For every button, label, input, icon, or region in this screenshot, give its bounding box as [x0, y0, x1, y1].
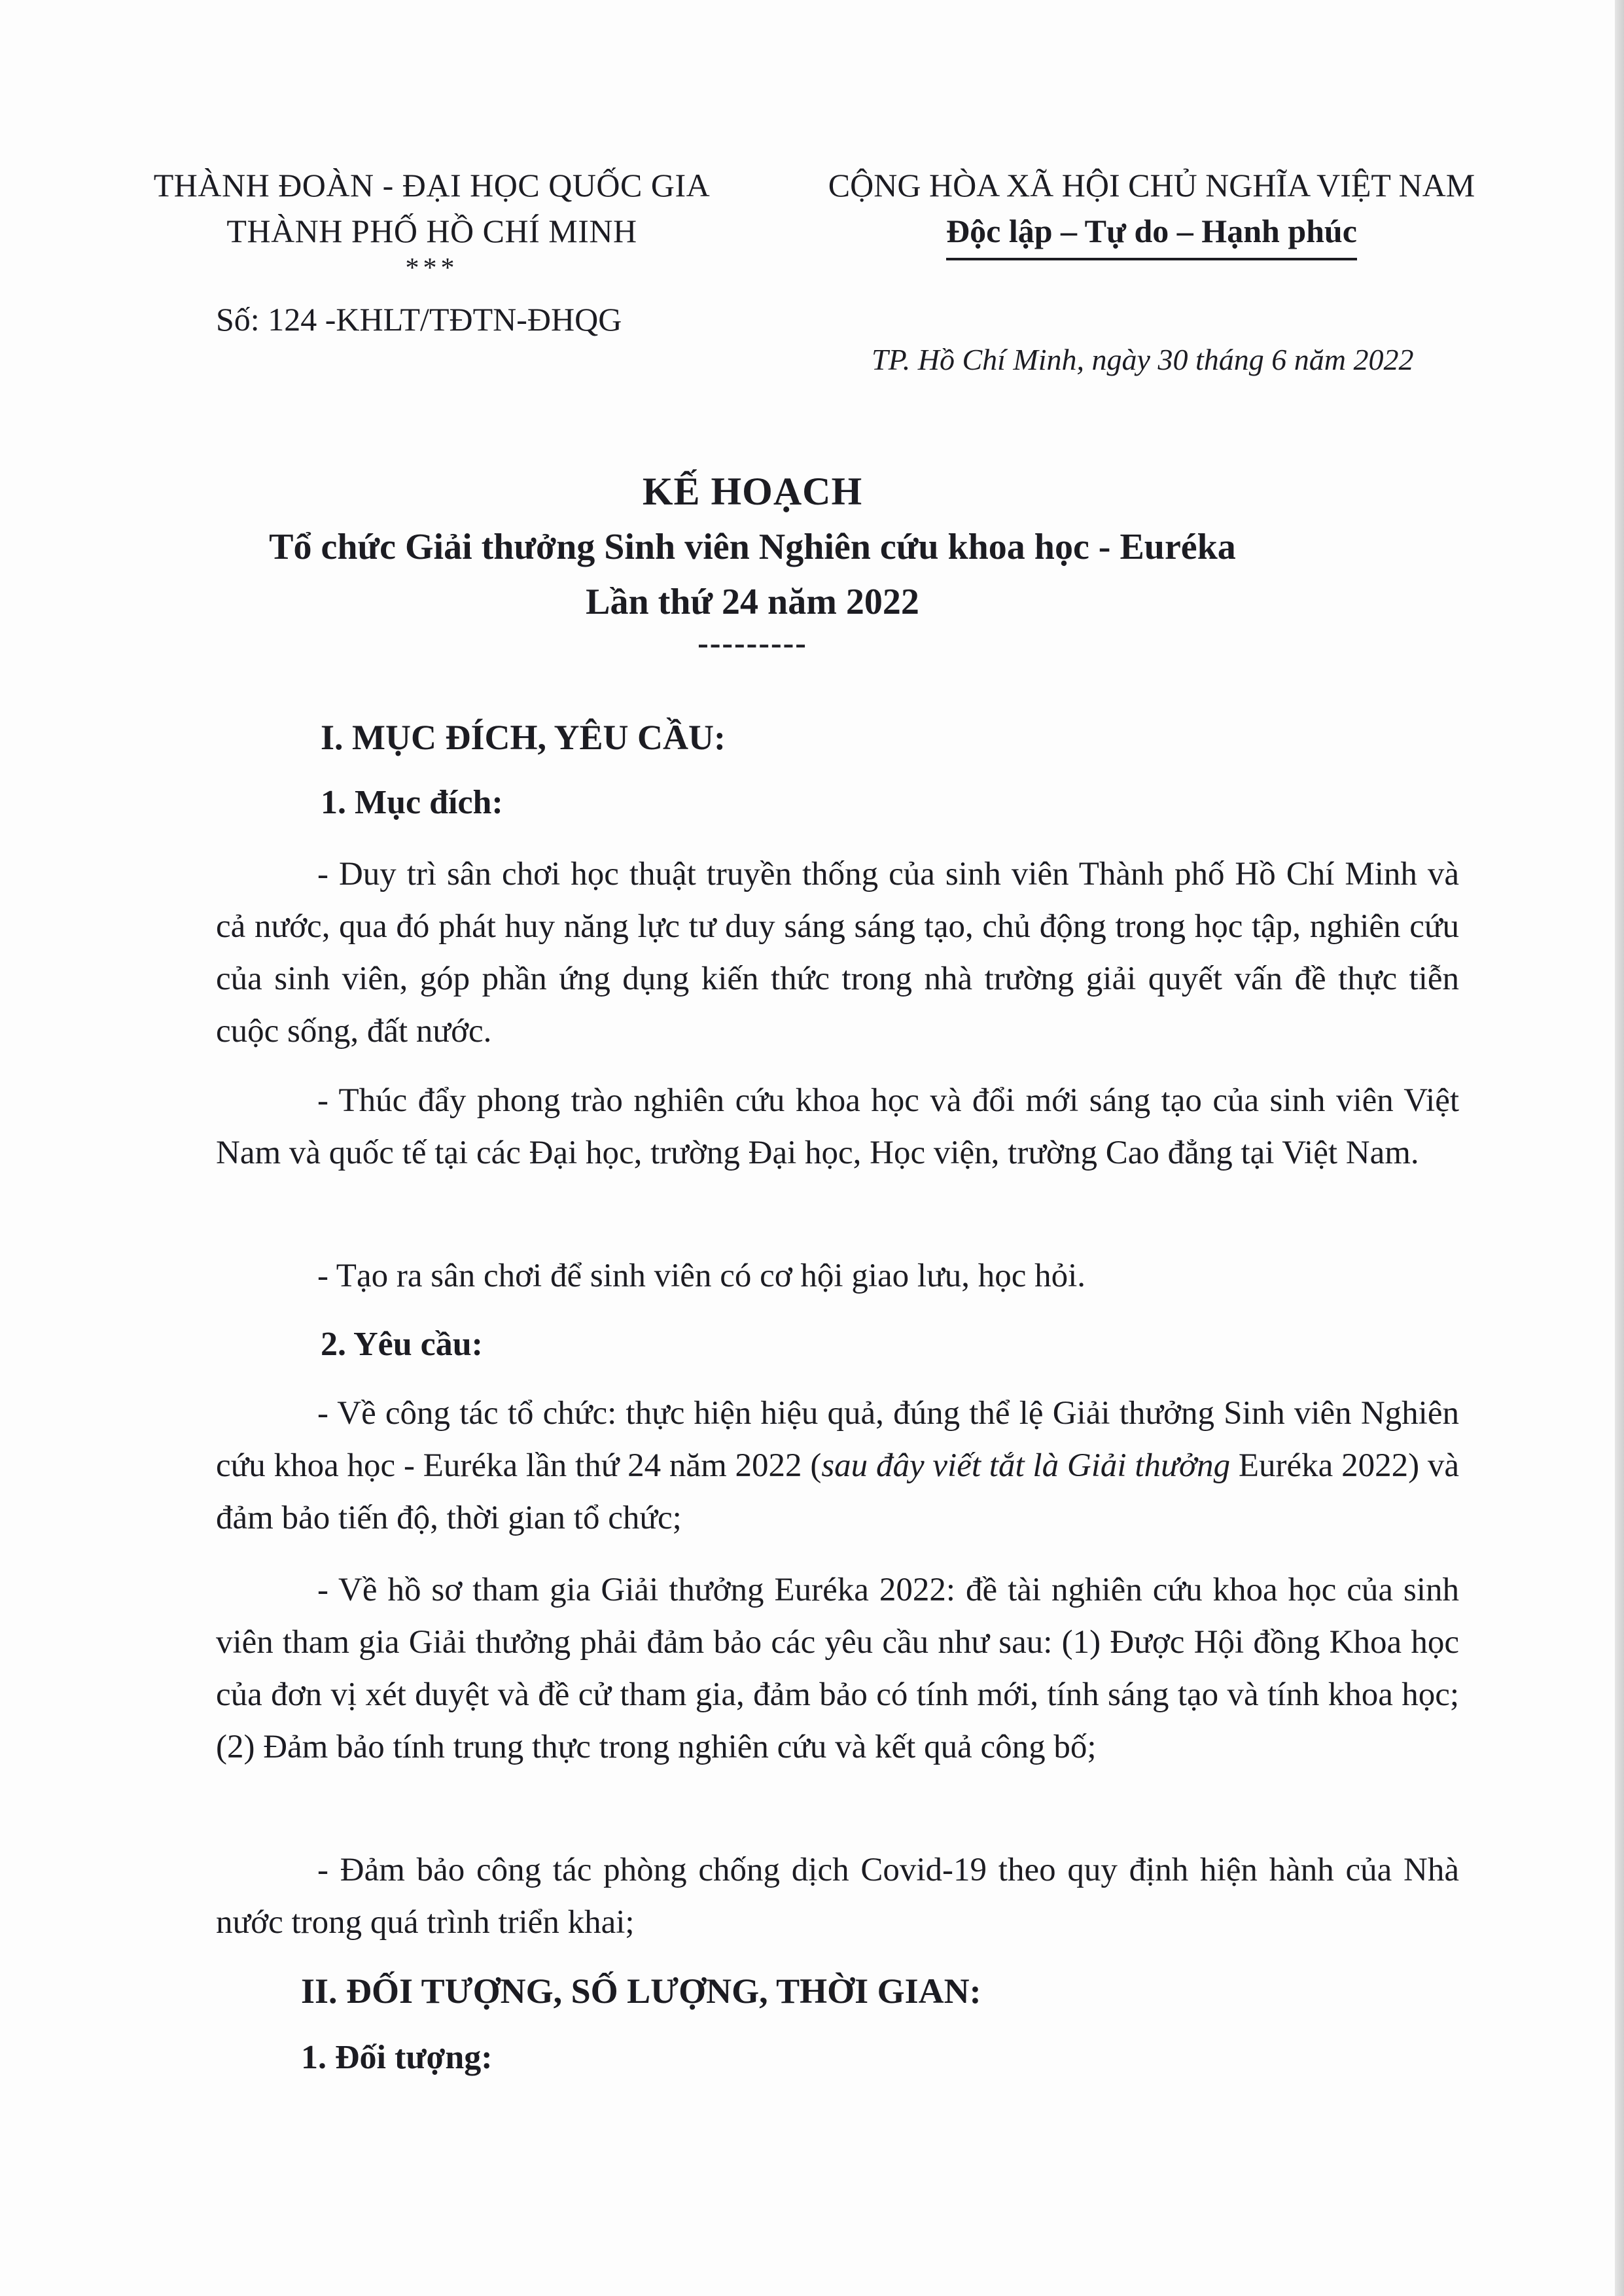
issuing-organization [118, 162, 746, 283]
document-title [196, 463, 1309, 661]
org-line-2: THÀNH PHỐ HỒ CHÍ MINH [226, 213, 637, 249]
title-line-1: Tổ chức Giải thưởng Sinh viên Nghiên cứu khoa học - Euréka [269, 527, 1236, 567]
paragraph-6: - Đảm bảo công tác phòng chống dịch Covid-19 theo quy định hiện hành của Nhà nước trong quá trình triển khai; [216, 1852, 1459, 1941]
paragraph-3: - Tạo ra sân chơi để sinh viên có cơ hội giao lưu, học hỏi. [317, 1258, 1086, 1294]
country-name: CỘNG HÒA XÃ HỘI CHỦ NGHĨA VIỆT NAM [828, 167, 1475, 203]
paragraph-2: - Thúc đẩy phong trào nghiên cứu khoa học và đổi mới sáng tạo của sinh viên Việt Nam và quốc tế tại các Đại học, trường Đại học, Học viện, trường Cao đẳng tại Việt Nam. [216, 1082, 1459, 1171]
title-line-2: Lần thứ 24 năm 2022 [586, 582, 919, 622]
section-2-heading: II. ĐỐI TƯỢNG, SỐ LƯỢNG, THỜI GIAN: [301, 1971, 981, 2011]
section-2-sub-1: 1. Đối tượng: [301, 2039, 493, 2076]
title-main: KẾ HOẠCH [642, 470, 863, 513]
national-motto: Độc lập – Tự do – Hạnh phúc [946, 208, 1357, 260]
section-1-heading: I. MỤC ĐÍCH, YÊU CẦU: [321, 718, 726, 757]
paragraph-5: - Về hồ sơ tham gia Giải thưởng Euréka 2022: đề tài nghiên cứu khoa học của sinh viên tham gia Giải thưởng phải đảm bảo các yêu cầu như sau: (1) Được Hội đồng Khoa học của đơn vị xét duyệt và đề cử tham gia, đảm bảo có tính mới, tính sáng tạo và tính khoa học; (2) Đảm bảo tính trung thực trong nghiên cứu và kết quả công bố; [216, 1572, 1459, 1765]
document-date: TP. Hồ Chí Minh, ngày 30 tháng 6 năm 2022 [872, 343, 1414, 376]
national-header [785, 162, 1518, 260]
title-divider: --------- [697, 624, 807, 661]
section-1-sub-2: 2. Yêu cầu: [321, 1326, 483, 1363]
scan-edge [1615, 0, 1624, 2296]
paragraph-1: - Duy trì sân chơi học thuật truyền thống của sinh viên Thành phố Hồ Chí Minh và cả nước, qua đó phát huy năng lực tư duy sáng sáng tạo, chủ động trong học tập, nghiên cứu của sinh viên, góp phần ứng dụng kiến thức trong nhà trường giải quyết vấn đề thực tiễn cuộc sống, đất nước. [216, 856, 1459, 1050]
paragraph-4 [216, 1387, 1459, 1544]
org-stars: *** [405, 253, 459, 283]
paragraph-4-part-b: Euréka 2022) và đảm bảo tiến độ, thời gian tổ chức; [216, 1447, 1459, 1536]
paragraph-4-italic: sau đây viết tắt là Giải thưởng [821, 1447, 1231, 1484]
org-line-1: THÀNH ĐOÀN - ĐẠI HỌC QUỐC GIA [153, 167, 711, 203]
document-number: Số: 124 -KHLT/TĐTN-ĐHQG [216, 301, 622, 338]
section-1-sub-1: 1. Mục đích: [321, 784, 503, 821]
paragraph-4-part-a: - Về công tác tổ chức: thực hiện hiệu quả, đúng thể lệ Giải thưởng Sinh viên Nghiên cứu khoa học - Euréka lần thứ 24 năm 2022 ( [216, 1395, 1459, 1484]
